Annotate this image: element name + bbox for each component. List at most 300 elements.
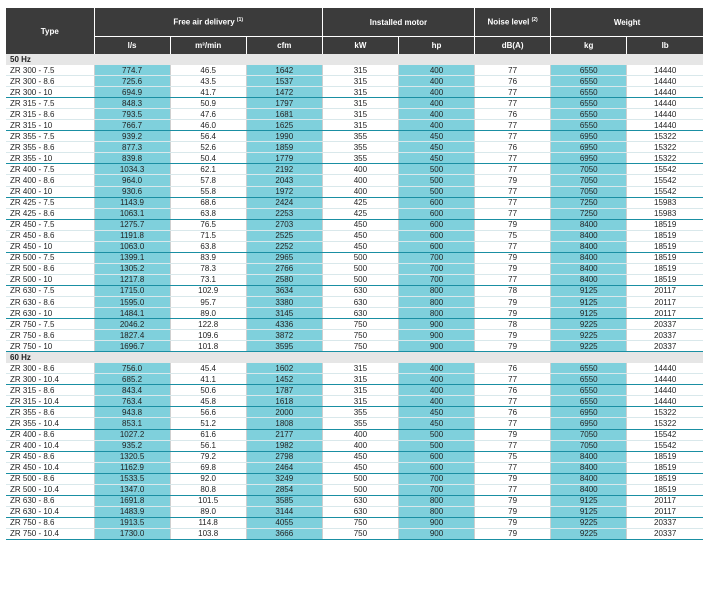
value-cell: 1537: [246, 76, 322, 87]
value-cell: 76: [475, 363, 551, 374]
value-cell: 20117: [627, 506, 703, 517]
value-cell: 2854: [246, 484, 322, 495]
value-cell: 15542: [627, 164, 703, 175]
value-cell: 756.0: [94, 363, 170, 374]
value-cell: 964.0: [94, 175, 170, 186]
unit-l-per-s: l/s: [94, 37, 170, 55]
value-cell: 20117: [627, 495, 703, 506]
value-cell: 600: [398, 462, 474, 473]
table-row: [6, 219, 703, 230]
value-cell: 877.3: [94, 142, 170, 153]
value-cell: 20337: [627, 528, 703, 539]
value-cell: 900: [398, 341, 474, 352]
model-cell: ZR 315 - 10.4: [6, 396, 94, 407]
value-cell: 1808: [246, 418, 322, 429]
value-cell: 900: [398, 517, 474, 528]
value-cell: 400: [398, 98, 474, 109]
spec-table: [6, 8, 703, 540]
value-cell: 800: [398, 495, 474, 506]
value-cell: 15542: [627, 186, 703, 197]
value-cell: 15542: [627, 440, 703, 451]
model-cell: ZR 630 - 8.6: [6, 495, 94, 506]
value-cell: 630: [322, 495, 398, 506]
value-cell: 848.3: [94, 98, 170, 109]
table-header: [6, 8, 703, 54]
value-cell: 400: [398, 120, 474, 131]
value-cell: 400: [322, 164, 398, 175]
value-cell: 41.7: [170, 87, 246, 98]
value-cell: 839.8: [94, 153, 170, 164]
table-row: [6, 142, 703, 153]
value-cell: 450: [398, 142, 474, 153]
value-cell: 18519: [627, 274, 703, 285]
value-cell: 92.0: [170, 473, 246, 484]
value-cell: 77: [475, 440, 551, 451]
table-row: [6, 374, 703, 385]
value-cell: 15322: [627, 153, 703, 164]
value-cell: 7050: [551, 175, 627, 186]
model-cell: ZR 400 - 8.6: [6, 429, 94, 440]
value-cell: 15322: [627, 142, 703, 153]
value-cell: 1483.9: [94, 506, 170, 517]
value-cell: 77: [475, 164, 551, 175]
value-cell: 6550: [551, 98, 627, 109]
model-cell: ZR 300 - 10: [6, 87, 94, 98]
table-row: [6, 418, 703, 429]
value-cell: 750: [322, 528, 398, 539]
model-cell: ZR 315 - 7.5: [6, 98, 94, 109]
value-cell: 1275.7: [94, 219, 170, 230]
model-cell: ZR 500 - 7.5: [6, 252, 94, 263]
value-cell: 763.4: [94, 396, 170, 407]
value-cell: 46.0: [170, 120, 246, 131]
value-cell: 77: [475, 197, 551, 208]
model-cell: ZR 315 - 8.6: [6, 385, 94, 396]
value-cell: 76: [475, 76, 551, 87]
value-cell: 103.8: [170, 528, 246, 539]
model-cell: ZR 750 - 8.6: [6, 517, 94, 528]
table-row: [6, 473, 703, 484]
value-cell: 400: [398, 374, 474, 385]
value-cell: 79: [475, 506, 551, 517]
value-cell: 1797: [246, 98, 322, 109]
value-cell: 2424: [246, 197, 322, 208]
value-cell: 51.2: [170, 418, 246, 429]
value-cell: 685.2: [94, 374, 170, 385]
value-cell: 1990: [246, 131, 322, 142]
value-cell: 50.4: [170, 153, 246, 164]
section-label: 50 Hz: [6, 54, 703, 65]
value-cell: 800: [398, 308, 474, 319]
value-cell: 355: [322, 153, 398, 164]
value-cell: 1027.2: [94, 429, 170, 440]
value-cell: 7050: [551, 186, 627, 197]
header-weight: Weight: [551, 8, 703, 37]
value-cell: 2464: [246, 462, 322, 473]
value-cell: 7250: [551, 208, 627, 219]
value-cell: 500: [322, 274, 398, 285]
model-cell: ZR 500 - 8.6: [6, 263, 94, 274]
value-cell: 450: [398, 153, 474, 164]
value-cell: 630: [322, 285, 398, 296]
value-cell: 6550: [551, 120, 627, 131]
value-cell: 315: [322, 374, 398, 385]
value-cell: 45.4: [170, 363, 246, 374]
value-cell: 450: [322, 241, 398, 252]
unit-dba: dB(A): [475, 37, 551, 55]
value-cell: 75: [475, 451, 551, 462]
header-type: Type: [6, 8, 94, 54]
table-row: [6, 330, 703, 341]
value-cell: 2253: [246, 208, 322, 219]
value-cell: 315: [322, 120, 398, 131]
model-cell: ZR 400 - 10.4: [6, 440, 94, 451]
value-cell: 1787: [246, 385, 322, 396]
value-cell: 3249: [246, 473, 322, 484]
value-cell: 2000: [246, 407, 322, 418]
header-installed-motor: Installed motor: [322, 8, 474, 37]
value-cell: 14440: [627, 87, 703, 98]
value-cell: 78: [475, 319, 551, 330]
value-cell: 14440: [627, 76, 703, 87]
table-row: [6, 241, 703, 252]
value-cell: 20337: [627, 517, 703, 528]
model-cell: ZR 315 - 10: [6, 120, 94, 131]
table-row: [6, 208, 703, 219]
value-cell: 79: [475, 341, 551, 352]
value-cell: 77: [475, 98, 551, 109]
value-cell: 57.8: [170, 175, 246, 186]
value-cell: 41.1: [170, 374, 246, 385]
value-cell: 79: [475, 252, 551, 263]
model-cell: ZR 450 - 7.5: [6, 219, 94, 230]
value-cell: 1595.0: [94, 296, 170, 307]
value-cell: 1625: [246, 120, 322, 131]
value-cell: 122.8: [170, 319, 246, 330]
value-cell: 450: [398, 407, 474, 418]
value-cell: 3145: [246, 308, 322, 319]
value-cell: 20337: [627, 319, 703, 330]
value-cell: 1715.0: [94, 285, 170, 296]
value-cell: 1143.9: [94, 197, 170, 208]
table-row: [6, 506, 703, 517]
value-cell: 315: [322, 98, 398, 109]
value-cell: 79: [475, 495, 551, 506]
value-cell: 8400: [551, 451, 627, 462]
value-cell: 700: [398, 263, 474, 274]
model-cell: ZR 355 - 10.4: [6, 418, 94, 429]
model-cell: ZR 355 - 8.6: [6, 407, 94, 418]
value-cell: 83.9: [170, 252, 246, 263]
value-cell: 315: [322, 109, 398, 120]
value-cell: 79: [475, 528, 551, 539]
value-cell: 77: [475, 65, 551, 76]
value-cell: 114.8: [170, 517, 246, 528]
value-cell: 77: [475, 186, 551, 197]
value-cell: 6950: [551, 142, 627, 153]
model-cell: ZR 750 - 10.4: [6, 528, 94, 539]
value-cell: 500: [398, 440, 474, 451]
value-cell: 80.8: [170, 484, 246, 495]
value-cell: 600: [398, 219, 474, 230]
value-cell: 6550: [551, 109, 627, 120]
value-cell: 76.5: [170, 219, 246, 230]
value-cell: 18519: [627, 462, 703, 473]
value-cell: 68.6: [170, 197, 246, 208]
value-cell: 6550: [551, 374, 627, 385]
value-cell: 400: [322, 175, 398, 186]
value-cell: 63.8: [170, 208, 246, 219]
value-cell: 1034.3: [94, 164, 170, 175]
value-cell: 15322: [627, 418, 703, 429]
value-cell: 79: [475, 263, 551, 274]
value-cell: 3666: [246, 528, 322, 539]
value-cell: 930.6: [94, 186, 170, 197]
value-cell: 8400: [551, 274, 627, 285]
model-cell: ZR 300 - 8.6: [6, 76, 94, 87]
value-cell: 2192: [246, 164, 322, 175]
value-cell: 9225: [551, 341, 627, 352]
value-cell: 355: [322, 418, 398, 429]
value-cell: 14440: [627, 374, 703, 385]
value-cell: 89.0: [170, 308, 246, 319]
value-cell: 79: [475, 219, 551, 230]
value-cell: 400: [322, 429, 398, 440]
value-cell: 14440: [627, 109, 703, 120]
table-row: [6, 285, 703, 296]
value-cell: 7050: [551, 164, 627, 175]
value-cell: 14440: [627, 385, 703, 396]
value-cell: 102.9: [170, 285, 246, 296]
model-cell: ZR 355 - 8.6: [6, 142, 94, 153]
value-cell: 450: [398, 418, 474, 429]
value-cell: 8400: [551, 484, 627, 495]
value-cell: 1691.8: [94, 495, 170, 506]
value-cell: 600: [398, 197, 474, 208]
table-row: [6, 76, 703, 87]
value-cell: 79: [475, 175, 551, 186]
value-cell: 3144: [246, 506, 322, 517]
value-cell: 6550: [551, 385, 627, 396]
value-cell: 7050: [551, 440, 627, 451]
value-cell: 14440: [627, 65, 703, 76]
value-cell: 2798: [246, 451, 322, 462]
model-cell: ZR 450 - 8.6: [6, 451, 94, 462]
table-row: [6, 274, 703, 285]
table-row: [6, 296, 703, 307]
value-cell: 62.1: [170, 164, 246, 175]
value-cell: 8400: [551, 462, 627, 473]
value-cell: 315: [322, 76, 398, 87]
value-cell: 9225: [551, 528, 627, 539]
table-row: [6, 484, 703, 495]
value-cell: 2766: [246, 263, 322, 274]
unit-kw: kW: [322, 37, 398, 55]
value-cell: 18519: [627, 252, 703, 263]
model-cell: ZR 300 - 8.6: [6, 363, 94, 374]
table-row: [6, 153, 703, 164]
value-cell: 500: [322, 473, 398, 484]
value-cell: 355: [322, 142, 398, 153]
value-cell: 18519: [627, 230, 703, 241]
value-cell: 425: [322, 197, 398, 208]
value-cell: 77: [475, 374, 551, 385]
model-cell: ZR 315 - 8.6: [6, 109, 94, 120]
value-cell: 1681: [246, 109, 322, 120]
value-cell: 78: [475, 285, 551, 296]
value-cell: 1484.1: [94, 308, 170, 319]
value-cell: 15983: [627, 197, 703, 208]
value-cell: 56.1: [170, 440, 246, 451]
value-cell: 77: [475, 396, 551, 407]
value-cell: 700: [398, 473, 474, 484]
table-row: [6, 308, 703, 319]
table-row: [6, 462, 703, 473]
model-cell: ZR 500 - 10.4: [6, 484, 94, 495]
value-cell: 77: [475, 484, 551, 495]
value-cell: 793.5: [94, 109, 170, 120]
value-cell: 55.8: [170, 186, 246, 197]
value-cell: 9225: [551, 319, 627, 330]
value-cell: 8400: [551, 252, 627, 263]
value-cell: 843.4: [94, 385, 170, 396]
value-cell: 725.6: [94, 76, 170, 87]
value-cell: 77: [475, 208, 551, 219]
table-row: [6, 341, 703, 352]
value-cell: 9125: [551, 308, 627, 319]
value-cell: 8400: [551, 230, 627, 241]
table-row: [6, 65, 703, 76]
value-cell: 500: [398, 164, 474, 175]
value-cell: 3634: [246, 285, 322, 296]
table-row: [6, 319, 703, 330]
value-cell: 50.9: [170, 98, 246, 109]
value-cell: 1063.1: [94, 208, 170, 219]
value-cell: 4055: [246, 517, 322, 528]
value-cell: 1982: [246, 440, 322, 451]
value-cell: 500: [322, 263, 398, 274]
value-cell: 1642: [246, 65, 322, 76]
value-cell: 1827.4: [94, 330, 170, 341]
value-cell: 95.7: [170, 296, 246, 307]
value-cell: 750: [322, 319, 398, 330]
model-cell: ZR 630 - 8.6: [6, 296, 94, 307]
value-cell: 8400: [551, 219, 627, 230]
value-cell: 15542: [627, 429, 703, 440]
value-cell: 694.9: [94, 87, 170, 98]
table-row: [6, 120, 703, 131]
value-cell: 355: [322, 407, 398, 418]
model-cell: ZR 400 - 7.5: [6, 164, 94, 175]
value-cell: 800: [398, 296, 474, 307]
value-cell: 45.8: [170, 396, 246, 407]
value-cell: 15983: [627, 208, 703, 219]
value-cell: 450: [322, 219, 398, 230]
value-cell: 766.7: [94, 120, 170, 131]
table-row: [6, 175, 703, 186]
value-cell: 14440: [627, 363, 703, 374]
table-row: [6, 87, 703, 98]
value-cell: 425: [322, 208, 398, 219]
value-cell: 700: [398, 484, 474, 495]
model-cell: ZR 425 - 8.6: [6, 208, 94, 219]
value-cell: 47.6: [170, 109, 246, 120]
value-cell: 77: [475, 153, 551, 164]
value-cell: 315: [322, 65, 398, 76]
value-cell: 6950: [551, 418, 627, 429]
value-cell: 315: [322, 396, 398, 407]
value-cell: 79: [475, 308, 551, 319]
table-row: [6, 517, 703, 528]
value-cell: 20117: [627, 296, 703, 307]
value-cell: 79: [475, 517, 551, 528]
model-cell: ZR 450 - 8.6: [6, 230, 94, 241]
value-cell: 600: [398, 451, 474, 462]
header-free-air-delivery: Free air delivery $^{(1)}$: [94, 8, 322, 37]
table-row: [6, 407, 703, 418]
value-cell: 400: [322, 186, 398, 197]
model-cell: ZR 400 - 8.6: [6, 175, 94, 186]
value-cell: 18519: [627, 263, 703, 274]
value-cell: 50.6: [170, 385, 246, 396]
unit-cfm: cfm: [246, 37, 322, 55]
unit-m3-per-min: m³/min: [170, 37, 246, 55]
value-cell: 9225: [551, 330, 627, 341]
value-cell: 9125: [551, 285, 627, 296]
value-cell: 400: [398, 363, 474, 374]
table-row: [6, 186, 703, 197]
value-cell: 52.6: [170, 142, 246, 153]
table-row: [6, 164, 703, 175]
model-cell: ZR 450 - 10: [6, 241, 94, 252]
value-cell: 109.6: [170, 330, 246, 341]
spec-table-container: [6, 8, 703, 540]
value-cell: 77: [475, 131, 551, 142]
value-cell: 500: [322, 252, 398, 263]
value-cell: 76: [475, 407, 551, 418]
value-cell: 700: [398, 274, 474, 285]
section-label: 60 Hz: [6, 352, 703, 364]
value-cell: 315: [322, 385, 398, 396]
table-body: [6, 54, 703, 539]
value-cell: 20337: [627, 330, 703, 341]
value-cell: 8400: [551, 473, 627, 484]
value-cell: 4336: [246, 319, 322, 330]
table-row: [6, 131, 703, 142]
value-cell: 6950: [551, 407, 627, 418]
value-cell: 20117: [627, 285, 703, 296]
table-row: [6, 98, 703, 109]
model-cell: ZR 750 - 10: [6, 341, 94, 352]
value-cell: 750: [322, 330, 398, 341]
value-cell: 1730.0: [94, 528, 170, 539]
value-cell: 2043: [246, 175, 322, 186]
value-cell: 77: [475, 274, 551, 285]
table-row: [6, 440, 703, 451]
value-cell: 9125: [551, 296, 627, 307]
value-cell: 14440: [627, 98, 703, 109]
value-cell: 935.2: [94, 440, 170, 451]
model-cell: ZR 500 - 8.6: [6, 473, 94, 484]
value-cell: 20337: [627, 341, 703, 352]
value-cell: 1399.1: [94, 252, 170, 263]
value-cell: 6550: [551, 396, 627, 407]
table-row: [6, 363, 703, 374]
value-cell: 2525: [246, 230, 322, 241]
value-cell: 79: [475, 429, 551, 440]
model-cell: ZR 400 - 10: [6, 186, 94, 197]
value-cell: 450: [322, 451, 398, 462]
